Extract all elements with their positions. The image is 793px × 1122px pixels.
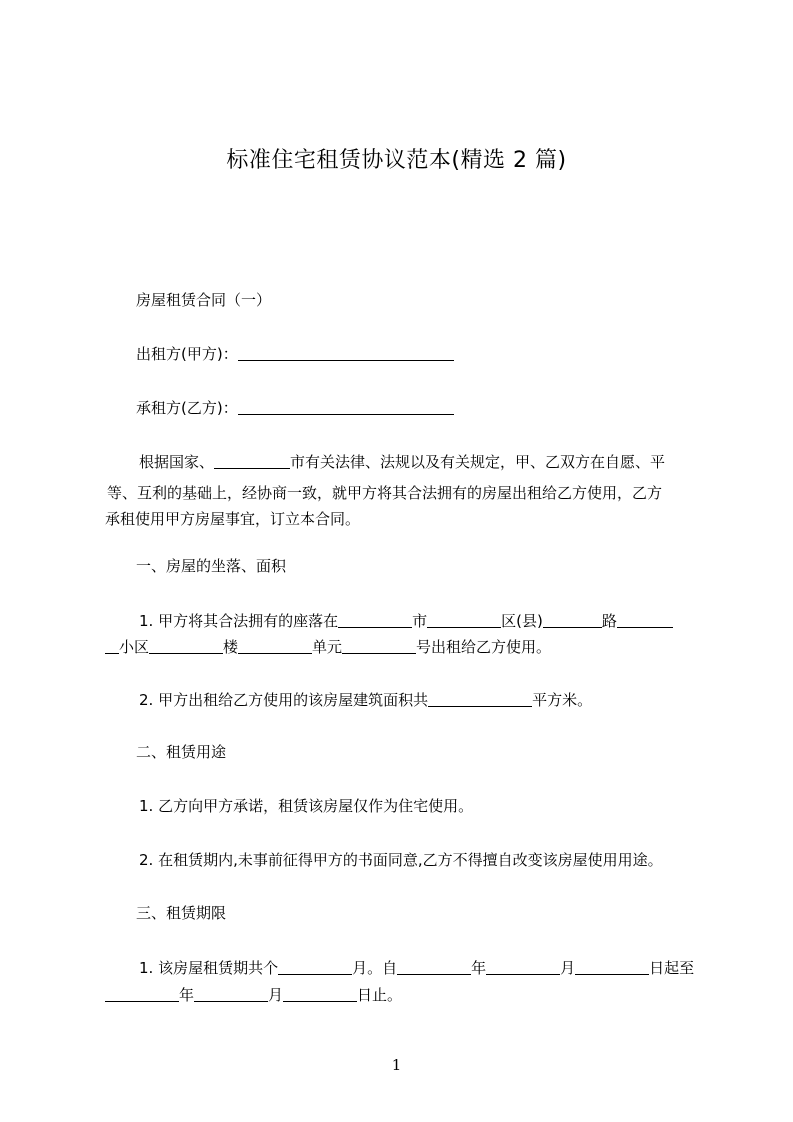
clause-text: 日起至 (649, 959, 695, 977)
clause-text: 月 (560, 959, 576, 977)
clause-text: 日止。 (357, 986, 403, 1004)
clause-text: 号出租给乙方使用。 (416, 638, 552, 656)
lessor-blank (238, 344, 454, 361)
address-blank (238, 637, 312, 654)
address-blank (342, 637, 416, 654)
address-blank (617, 611, 673, 628)
clause-text: 市 (412, 612, 428, 630)
clause-text: 月 (268, 986, 284, 1004)
section-2-item-2: 2. 在租赁期内,未事前征得甲方的书面同意,乙方不得擅自改变该房屋使用用途。 (139, 851, 663, 869)
intro-line-2: 等、互利的基础上，经协商一致，就甲方将其合法拥有的房屋出租给乙方使用，乙方 (107, 484, 663, 502)
lessor-label: 出租方(甲方)： (136, 345, 238, 363)
clause-text: 平方米。 (532, 691, 593, 709)
section-3-heading: 三、租赁期限 (136, 904, 227, 922)
clause-text: 1. 该房屋租赁期共个 (139, 959, 279, 977)
section-1-heading: 一、房屋的坐落、面积 (136, 557, 287, 575)
lessee-blank (238, 398, 454, 415)
section-1-item-1-line-2 (105, 632, 705, 663)
page-number: 1 (391, 1056, 402, 1074)
date-blank (194, 985, 268, 1002)
address-blank (338, 611, 412, 628)
section-2-heading: 二、租赁用途 (136, 743, 227, 761)
address-blank (105, 637, 119, 654)
clause-text: 单元 (312, 638, 343, 656)
area-blank (428, 690, 532, 707)
lessor-line (136, 339, 736, 370)
lessee-label: 承租方(乙方)： (136, 399, 238, 417)
contract-heading: 房屋租赁合同（一） (136, 291, 272, 309)
clause-text: 小区 (119, 638, 150, 656)
date-blank (575, 958, 649, 975)
term-blank (278, 958, 352, 975)
clause-text: 2. 甲方出租给乙方使用的该房屋建筑面积共 (139, 691, 429, 709)
date-blank (397, 958, 471, 975)
address-blank (427, 611, 501, 628)
document-title: 标准住宅租赁协议范本(精选 2 篇) (226, 148, 567, 173)
clause-text: 年 (471, 959, 487, 977)
intro-text: 根据国家、 (139, 453, 215, 471)
city-blank (214, 452, 290, 469)
clause-text: 1. 甲方将其合法拥有的座落在 (139, 612, 339, 630)
clause-text: 月。自 (352, 959, 398, 977)
clause-text: 路 (601, 612, 617, 630)
address-blank (543, 611, 602, 628)
date-blank (486, 958, 560, 975)
intro-text: 市有关法律、法规以及有关规定，甲、乙双方在自愿、平 (290, 453, 666, 471)
clause-text: 楼 (223, 638, 239, 656)
intro-line-3: 承租使用甲方房屋事宜，订立本合同。 (105, 510, 361, 528)
section-1-item-2 (139, 685, 739, 716)
date-blank (283, 985, 357, 1002)
address-blank (149, 637, 223, 654)
clause-text: 区(县) (501, 612, 543, 630)
section-2-item-1: 1. 乙方向甲方承诺，租赁该房屋仅作为住宅使用。 (139, 797, 474, 815)
clause-text: 年 (179, 986, 195, 1004)
section-3-item-1-line-2 (105, 980, 705, 1011)
lessee-line (136, 393, 736, 424)
intro-line-1 (139, 447, 739, 478)
date-blank (105, 985, 179, 1002)
